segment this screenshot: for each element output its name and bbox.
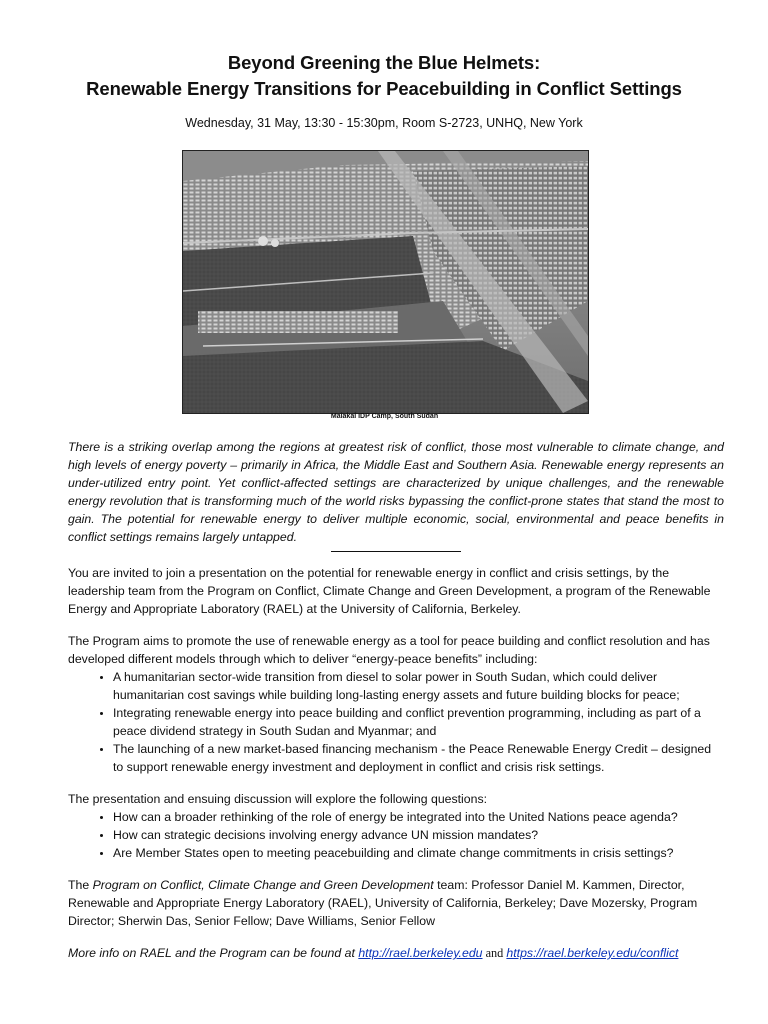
team-paragraph (68, 876, 724, 930)
list-item: • Are Member States open to meeting peacebuilding and climate change commitments in crisis settings? (113, 844, 724, 862)
intro-paragraph: There is a striking overlap among the regions at greatest risk of conflict, those most vulnerable to climate change, and high levels of energy poverty – primarily in Africa, the Middle East and Southern Asia. Renewable energy represents an under-utilized entry point. Yet conflict-affected settings are characterized by unique challenges, and the renewable energy revolution that is transforming much of the world risks bypassing the conflict-prone states that stand the most to gain. The potential for renewable energy to deliver multiple economic, social, environmental and peace benefits in conflict settings remains largely untapped. (68, 440, 724, 544)
questions-list (68, 808, 724, 862)
team-prefix: The (68, 878, 93, 892)
list-item: • Integrating renewable energy into peace building and conflict prevention programming, including as part of a peace dividend strategy in South Sudan and Myanmar; and (113, 704, 724, 740)
team-members: team: Professor Daniel M. Kammen, Director, Renewable and Appropriate Energy Laboratory (RAEL), University of California, Berkeley; Dave Mozersky, Program Director; Sherwin Das, Senior Fellow; Dave Williams, Senior Fellow (68, 878, 698, 928)
invitation-paragraph: You are invited to join a presentation on the potential for renewable energy in conflict and crisis settings, by the leadership team from the Program on Conflict, Climate Change and Green Development, a program of the Renewable Energy and Appropriate Laboratory (RAEL) at the University of California, Berkeley. (68, 566, 711, 616)
section-divider (331, 551, 461, 552)
document-body (68, 438, 724, 962)
list-item: • How can a broader rethinking of the role of energy be integrated into the United Nations peace agenda? (113, 808, 724, 826)
photo-caption: Malakal IDP Camp, South Sudan (330, 413, 439, 420)
program-lead: The Program aims to promote the use of renewable energy as a tool for peace building and conflict resolution and has developed different models through which to deliver “energy-peace benefits” including: (68, 634, 710, 666)
title-line-2: Renewable Energy Transitions for Peacebuilding in Conflict Settings (86, 78, 682, 99)
more-info-line (68, 944, 724, 962)
camp-aerial-photo (182, 150, 589, 414)
event-dateline: Wednesday, 31 May, 13:30 - 15:30pm, Room S-2723, UNHQ, New York (185, 116, 583, 130)
program-models-list (68, 668, 724, 776)
questions-lead: The presentation and ensuing discussion will explore the following questions: (68, 792, 488, 806)
list-item: • The launching of a new market-based financing mechanism - the Peace Renewable Energy Credit – designed to support renewable energy investment and deployment in conflict and crisis risk settings. (113, 740, 724, 776)
conflict-program-link[interactable]: https://rael.berkeley.edu/conflict (506, 946, 679, 960)
title-line-1: Beyond Greening the Blue Helmets: (227, 52, 541, 73)
list-item: • A humanitarian sector-wide transition from diesel to solar power in South Sudan, which could deliver humanitarian cost savings while building long-lasting energy assets and future building blocks for peace; (113, 668, 724, 704)
list-item: • How can strategic decisions involving energy advance UN mission mandates? (113, 826, 724, 844)
team-program-name: Program on Conflict, Climate Change and Green Development (92, 878, 434, 892)
document-title (40, 50, 728, 102)
and-text: and (482, 946, 507, 960)
rael-link[interactable]: http://rael.berkeley.edu (358, 946, 483, 960)
more-info-text: More info on RAEL and the Program can be found at (68, 946, 359, 960)
